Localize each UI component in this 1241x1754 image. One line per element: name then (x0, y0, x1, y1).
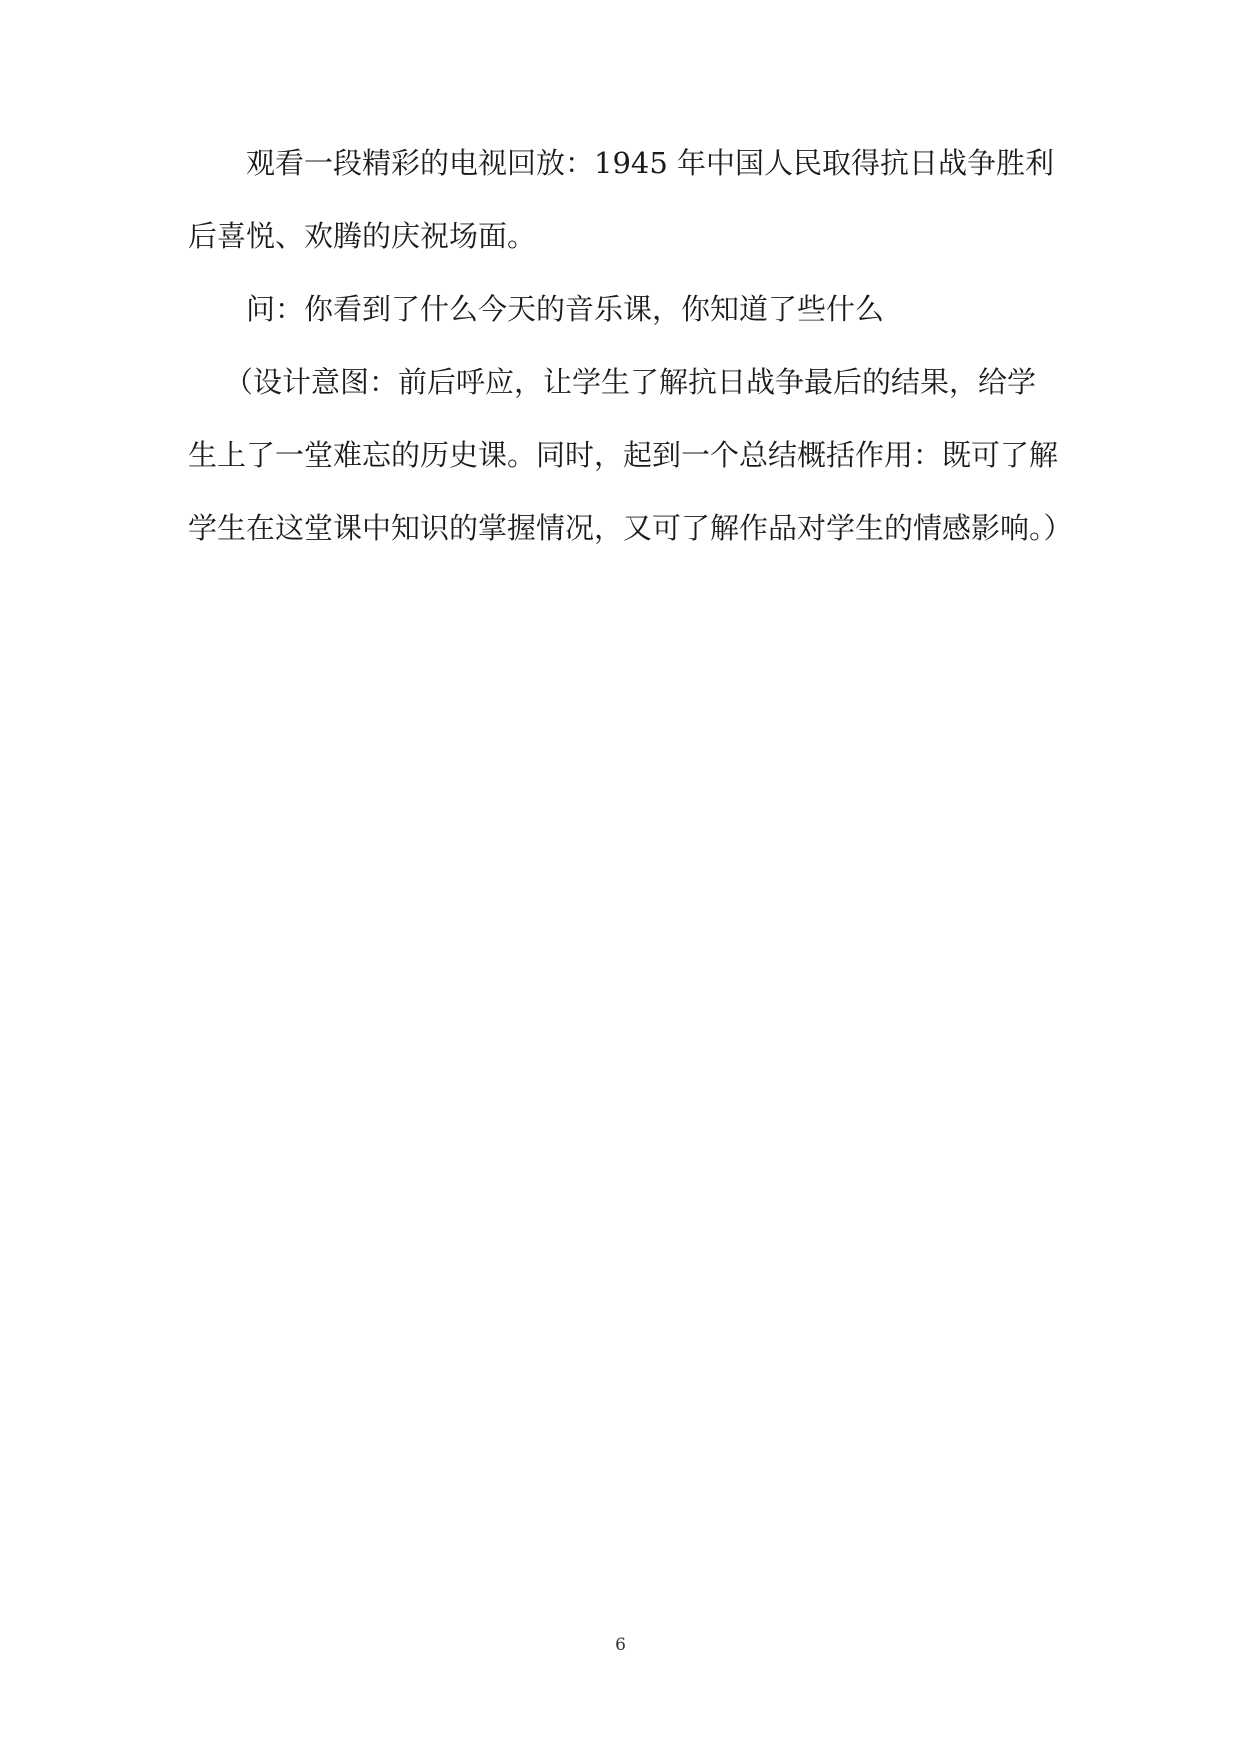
paragraph-3-line-3: 学生在这堂课中知识的掌握情况，又可了解作品对学生的情感影响。） (188, 511, 1073, 545)
paragraph-2-line-1: 问：你看到了什么今天的音乐课，你知道了些什么 (246, 292, 885, 326)
document-body (188, 146, 1073, 545)
paragraph-1-line-1: 观看一段精彩的电视回放：1945 年中国人民取得抗日战争胜利 (246, 146, 1055, 180)
paragraph-1-line-2: 后喜悦、欢腾的庆祝场面。 (188, 219, 537, 253)
page-number: 6 (615, 1635, 626, 1655)
paragraph-3-line-1: （设计意图：前后呼应，让学生了解抗日战争最后的结果，给学 (224, 365, 1037, 399)
paragraph-3-line-2: 生上了一堂难忘的历史课。同时，起到一个总结概括作用：既可了解 (188, 438, 1059, 472)
